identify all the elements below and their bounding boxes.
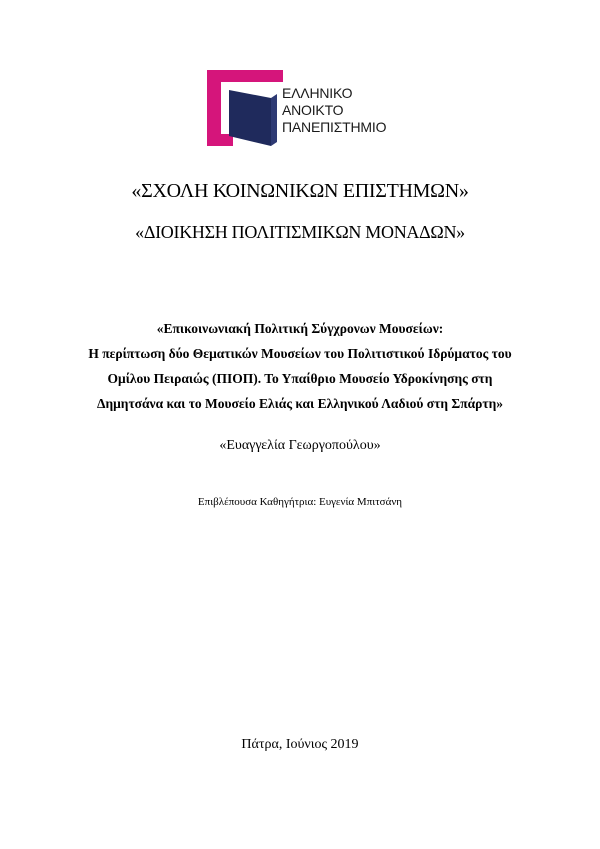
author-name: «Ευαγγελία Γεωργοπούλου»	[219, 438, 381, 453]
logo-line-3: ΠΑΝΕΠΙΣΤΗΜΙΟ	[282, 119, 387, 135]
thesis-title-line-2: Η περίπτωση δύο Θεματικών Μουσείων του Πολιτιστικού Ιδρύματος του	[88, 346, 512, 361]
thesis-title-line-4: Δημητσάνα και το Μουσείο Ελιάς και Ελληνικού Λαδιού στη Σπάρτη»	[97, 396, 503, 411]
thesis-title-line-3: Ομίλου Πειραιώς (ΠΙΟΠ). Το Υπαίθριο Μουσείο Υδροκίνησης στη	[107, 371, 493, 386]
school-name: «ΣΧΟΛΗ ΚΟΙΝΩΝΙΚΩΝ ΕΠΙΣΤΗΜΩΝ»	[131, 180, 469, 202]
university-logo	[207, 70, 407, 146]
university-logo-text	[282, 85, 386, 136]
thesis-title	[70, 316, 530, 416]
university-logo-icon	[207, 70, 283, 146]
place-and-date: Πάτρα, Ιούνιος 2019	[241, 737, 359, 752]
logo-line-2: ΑΝΟΙΚΤΟ	[282, 102, 344, 118]
program-name: «ΔΙΟΙΚΗΣΗ ΠΟΛΙΤΙΣΜΙΚΩΝ ΜΟΝΑΔΩΝ»	[135, 222, 465, 242]
thesis-title-line-1: «Επικοινωνιακή Πολιτική Σύγχρονων Μουσείων:	[156, 321, 444, 336]
logo-line-1: ΕΛΛΗΝΙΚΟ	[282, 85, 353, 101]
supervisor-name: Επιβλέπουσα Καθηγήτρια: Ευγενία Μπιτσάνη	[197, 496, 403, 508]
